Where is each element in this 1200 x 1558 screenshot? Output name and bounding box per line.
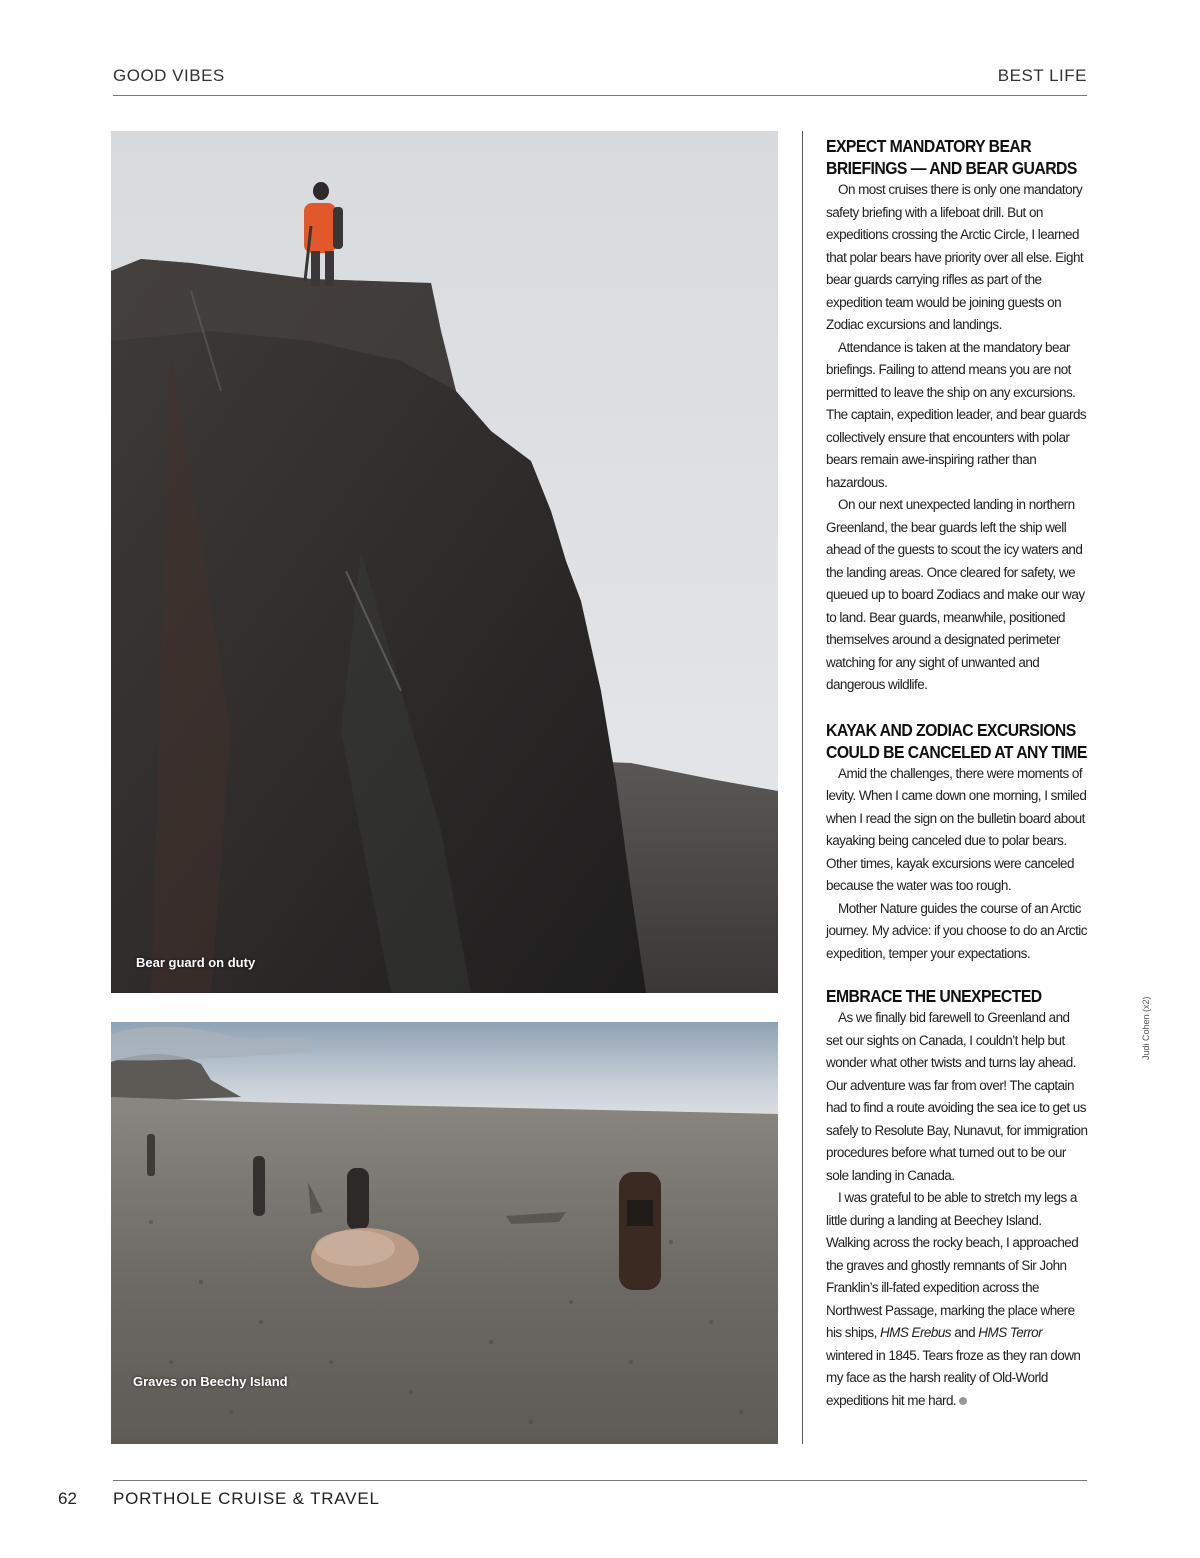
magazine-title: PORTHOLE CRUISE & TRAVEL <box>113 1489 380 1508</box>
ship-name: HMS Erebus <box>879 1325 952 1340</box>
paragraph: As we finally bid farewell to Greenland and set our sights on Canada, I couldn’t help but wonder what other twists and turns lay ahead. Our adventure was far from over! The captain had to find a route avoiding the sea ice to get us safely to Resolute Bay, Nunavut, for immigration procedures before what turned out to be our sole landing in Canada. <box>826 1010 1088 1183</box>
section-heading: KAYAK AND ZODIAC EXCURSIONS COULD BE CANCELED AT ANY TIME <box>826 719 1087 762</box>
header-section-left: GOOD VIBES <box>113 66 225 85</box>
end-mark-icon <box>959 1397 967 1405</box>
paragraph: Amid the challenges, there were moments of levity. When I came down one morning, I smiled when I read the sign on the bulletin board about kayaking being canceled due to polar bears. Other times, kayak excursions were canceled because the water was too rough. <box>826 765 1087 893</box>
paragraph: On our next unexpected landing in northern Greenland, the bear guards left the ship well ahead of the guests to scout the icy waters and the landing areas. Once cleared for safety, we queued up to board Zodiacs and make our way to land. Bear guards, meanwhile, positioned themselves around a designated perimeter watching for any sight of unwanted and dangerous wildlife. <box>826 497 1085 692</box>
paragraph-text: I was grateful to be able to stretch my legs a little during a landing at Beechey Island. Walking across the rocky beach, I approached the graves and ghostly remnants of Sir John Franklin’s ill-fated expedition across the Northwest Passage, marking the place where his ships, <box>826 1190 1079 1340</box>
bear-guard-photo <box>111 131 778 993</box>
photo-caption: Bear guard on duty <box>136 955 256 970</box>
cliff-illustration <box>111 131 778 993</box>
section-heading: EMBRACE THE UNEXPECTED <box>826 986 1042 1006</box>
paragraph-text: and <box>951 1325 979 1340</box>
paragraph-text: wintered in 1845. Tears froze as they ran down my face as the harsh reality of Old-World expeditions hit me hard. <box>826 1347 1081 1408</box>
header-divider <box>113 95 1087 96</box>
footer-divider <box>113 1480 1087 1481</box>
column-divider <box>802 131 803 1444</box>
section-heading: EXPECT MANDATORY BEAR BRIEFINGS — AND BEAR GUARDS <box>826 136 1077 178</box>
header-section-right: BEST LIFE <box>997 66 1087 85</box>
photo-caption: Graves on Beechy Island <box>133 1374 288 1389</box>
paragraph: On most cruises there is only one mandatory safety briefing with a lifeboat drill. But on expeditions crossing the Arctic Circle, I learned that polar bears have priority over all else. Eight bear guards carrying rifles as part of the expedition team would be joining guests on Zodiac excursions and landings. <box>826 182 1084 332</box>
graves-photo <box>111 1022 778 1444</box>
paragraph: Mother Nature guides the course of an Arctic journey. My advice: if you choose to do an Arctic expedition, temper your expectations. <box>826 900 1087 961</box>
article-column <box>826 135 1088 1412</box>
ship-name: HMS Terror <box>978 1325 1043 1340</box>
paragraph: Attendance is taken at the mandatory bear briefings. Failing to attend means you are not permitted to leave the ship on any excursions. The captain, expedition leader, and bear guards collectively ensure that encounters with polar bears remain awe-inspiring rather than hazardous. <box>826 339 1087 490</box>
page-number: 62 <box>58 1489 77 1508</box>
paragraph <box>826 1187 1088 1412</box>
photo-credit: Judi Cohen (x2) <box>1141 996 1151 1060</box>
